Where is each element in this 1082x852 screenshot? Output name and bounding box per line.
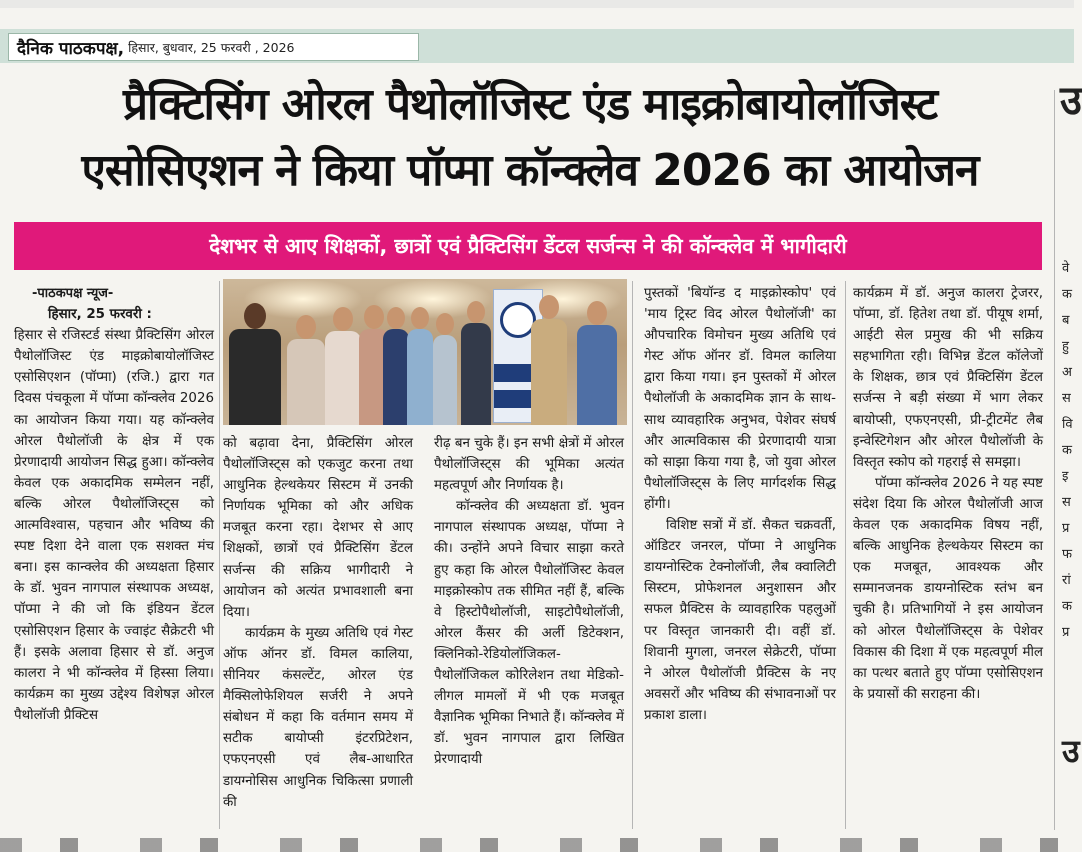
headline	[10, 72, 1050, 204]
next-article-cutoff	[0, 838, 1074, 852]
dateline: हिसार, बुधवार, 25 फरवरी , 2026	[128, 39, 295, 55]
article-column-5	[853, 283, 1043, 705]
paper-name: दैनिक पाठकपक्ष,	[17, 38, 125, 59]
article-column-4	[644, 283, 836, 726]
top-margin-strip	[0, 0, 1074, 8]
article-column-2	[223, 433, 413, 813]
headline-line-2: एसोसिएशन ने किया पॉप्मा कॉन्क्लेव 2026 का आयोजन	[81, 145, 979, 196]
adjacent-text-fragment: क	[1062, 599, 1072, 614]
column-4-paragraph-1: पुस्तकों 'बियॉन्ड द माइक्रोस्कोप' एवं 'माय ट्रिस्ट विद ओरल पैथोलॉजी' का औपचारिक विमोचन मुख्य अतिथि एवं गेस्ट ऑफ ऑनर डॉ. विमल कालिया द्वारा किया गया। इन पुस्तकों में ओरल पैथोलॉजी के अकादमिक ज्ञान के साथ-साथ व्यावहारिक अनुभव, पेशेवर संघर्ष और आत्मविकास की प्रेरणादायी यात्रा को साझा किया गया है, जो युवा ओरल पैथोलॉजिस्ट्स के लिए मार्गदर्शक सिद्ध होंगी।	[644, 286, 836, 512]
subheadline-banner: देशभर से आए शिक्षकों, छात्रों एवं प्रैक्टिसिंग डेंटल सर्जन्स ने की कॉन्क्लेव में भागीदारी	[14, 222, 1042, 270]
headline-line-1: प्रैक्टिसिंग ओरल पैथोलॉजिस्ट एंड माइक्रोबायोलॉजिस्ट	[122, 79, 938, 130]
adjacent-text-fragment: वे	[1062, 261, 1070, 276]
adjacent-text-fragment: स	[1062, 391, 1071, 406]
article-column-3	[434, 433, 624, 771]
column-4-paragraph-2: विशिष्ट सत्रों में डॉ. सैकत चक्रवर्ती, ऑडिटर जनरल, पॉप्मा ने आधुनिक डायग्नोस्टिक टेक्नोलॉजी, लैब क्वालिटी सिस्टम, प्रोफेशनल अनुशासन और सफल प्रैक्टिस के व्यावहारिक पहलुओं पर विस्तृत जानकारी दी। वहीं डॉ. शिवानी मुगला, जनरल सेक्रेटरी, पॉप्मा ने ओरल पैथोलॉजी प्रैक्टिस के नए अवसरों और भविष्य की संभावनाओं पर प्रकाश डाला।	[644, 518, 836, 723]
masthead	[8, 33, 419, 61]
adjacent-text-fragment: प्र	[1062, 521, 1070, 536]
adjacent-text-fragment: ब	[1062, 313, 1070, 328]
adjacent-text-fragment: रां	[1062, 573, 1071, 588]
article-column-1	[14, 283, 214, 726]
adjacent-text-fragment: हु	[1062, 339, 1069, 354]
adjacent-text-fragment: क	[1062, 287, 1072, 302]
column-3-paragraph-2: कॉन्क्लेव की अध्यक्षता डॉ. भुवन नागपाल संस्थापक अध्यक्ष, पॉप्मा ने की। उन्होंने अपने विचार साझा करते हुए कहा कि ओरल पैथोलॉजिस्ट केवल माइक्रोस्कोप तक सीमित नहीं हैं, बल्कि वे हिस्टोपैथोलॉजी, साइटोपैथोलॉजी, ओरल कैंसर की अर्ली डिटेक्शन, क्लिनिको-रेडियोलॉजिकल-पैथोलॉजिकल कोरिलेशन तथा मेडिको-लीगल मामलों में भी एक मजबूत वैज्ञानिक भूमिका निभाते हैं। कॉन्क्लेव में डॉ. भुवन नागपाल द्वारा लिखित प्रेरणादायी	[434, 499, 624, 768]
adjacent-text-fragment: फ	[1062, 547, 1073, 562]
column-1-text: हिसार से रजिस्टर्ड संस्था प्रैक्टिसिंग ओरल पैथोलॉजिस्ट एंड माइक्रोबायोलॉजिस्ट एसोसिएशन (पॉप्मा) (रजि.) द्वारा गत दिवस पंचकूला में पॉप्मा कॉन्क्लेव 2026 का आयोजन किया गया। यह कॉन्क्लेव ओरल पैथोलॉजी के क्षेत्र में एक प्रेरणादायी आयोजन सिद्ध हुआ। कॉन्क्लेव केवल एक अकादमिक सम्मेलन नहीं, बल्कि ओरल पैथोलॉजिस्ट्स को आत्मविश्वास, पहचान और भविष्य की स्पष्ट दिशा देने वाला एक सशक्त मंच बना। इस कान्क्लेव की अध्यक्षता हिसार के डॉ. भुवन नागपाल संस्थापक अध्यक्ष, पॉप्मा ने की जो कि इंडियन डेंटल एसोसिएशन हिसार के ज्वाइंट सैक्रेटरी भी हैं। इसके अलावा हिसार से डॉ. अनुज कालरा ने भी कॉन्क्लेव में हिस्सा लिया। कार्यक्रम का मुख्य उद्देश्य विशेषज्ञ ओरल पैथोलॉजी प्रैक्टिस	[14, 328, 214, 723]
adjacent-text-fragment: अ	[1062, 365, 1072, 380]
column-3-paragraph-1: रीढ़ बन चुके हैं। इन सभी क्षेत्रों में ओरल पैथोलॉजिस्ट्स की भूमिका अत्यंत महत्वपूर्ण और निर्णायक है।	[434, 436, 624, 494]
column-2-paragraph-1: को बढ़ावा देना, प्रैक्टिसिंग ओरल पैथोलॉजिस्ट्स को एकजुट करना तथा आधुनिक हेल्थकेयर सिस्टम में उनकी निर्णायक भूमिका को और अधिक मजबूत करना रहा। देशभर से आए शिक्षकों, छात्रों एवं प्रैक्टिसिंग डेंटल सर्जन्स की सक्रिय भागीदारी ने आयोजन को अत्यंत प्रभावशाली बना दिया।	[223, 436, 413, 620]
adjacent-subhead-fragment: उ	[1062, 732, 1080, 770]
column-5-paragraph-2: पॉप्मा कॉन्क्लेव 2026 ने यह स्पष्ट संदेश दिया कि ओरल पैथोलॉजी आज केवल एक अकादमिक विषय नहीं, बल्कि आधुनिक हेल्थकेयर सिस्टम का एक मजबूत, आवश्यक और सम्मानजनक डायग्नोस्टिक स्तंभ बन चुकी है। प्रतिभागियों ने इस आयोजन को ओरल पैथोलॉजिस्ट्स के पेशेवर विकास की दिशा में एक महत्वपूर्ण मील का पत्थर बताते हुए पॉप्मा एसोसिएशन के प्रयासों की सराहना की।	[853, 475, 1043, 702]
adjacent-text-fragment: वि	[1062, 417, 1073, 432]
event-photo	[223, 279, 627, 425]
news-credit: -पाठकपक्ष न्यूज-	[32, 286, 114, 301]
adjacent-text-fragment: क	[1062, 443, 1072, 458]
adjacent-text-fragment: प्र	[1062, 625, 1070, 640]
column-2-paragraph-2: कार्यक्रम के मुख्य अतिथि एवं गेस्ट ऑफ ऑनर डॉ. विमल कालिया, सीनियर कंसल्टेंट, ओरल एंड मैक्सिलोफेशियल सर्जरी ने अपने संबोधन में कहा कि वर्तमान समय में सटीक बायोप्सी इंटरप्रिटेशन, एफएनएसी एवं लैब-आधारित डायग्नोसिस आधुनिक चिकित्सा प्रणाली की	[223, 625, 413, 810]
adjacent-text-fragment: स	[1062, 495, 1071, 510]
adjacent-text-fragment: इ	[1062, 469, 1069, 484]
column-5-paragraph-1: कार्यक्रम में डॉ. अनुज कालरा ट्रेजरर, पॉप्मा, डॉ. हितेश तथा डॉ. पीयूष शर्मा, आईटी सेल प्रमुख की भी सक्रिय सहभागिता रही। विभिन्न डेंटल कॉलेजों के शिक्षक, छात्र एवं प्रैक्टिसिंग डेंटल सर्जन्स ने बड़ी संख्या में भाग लेकर बायोप्सी, एफएनएसी, प्री-ट्रीटमेंट लैब इन्वेस्टिगेशन और ओरल पैथोलॉजी के विस्तृत स्कोप को गहराई से समझा।	[853, 286, 1043, 470]
place-date-line: हिसार, 25 फरवरी :	[48, 307, 152, 323]
adjacent-headline-fragment: उ	[1060, 78, 1082, 124]
